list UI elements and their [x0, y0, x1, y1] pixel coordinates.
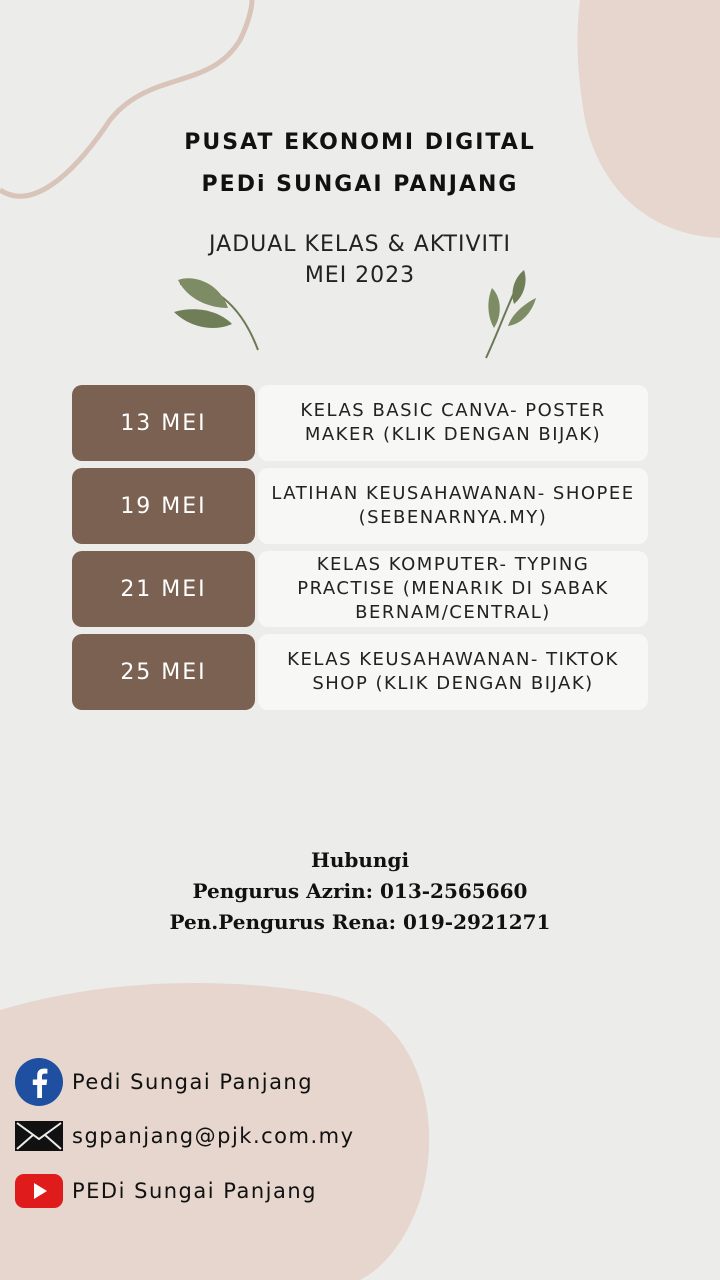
- contact-manager: Pengurus Azrin: 013-2565660: [192, 879, 528, 903]
- schedule-activity: KELAS KEUSAHAWANAN- TIKTOK SHOP (KLIK DENGAN BIJAK): [258, 634, 648, 710]
- subtitle-line-2: MEI 2023: [304, 263, 416, 288]
- title-line-2: PEDi SUNGAI PANJANG: [201, 172, 519, 197]
- schedule-row: [72, 634, 648, 710]
- schedule-date: 25 MEI: [72, 634, 255, 710]
- schedule-date: 13 MEI: [72, 385, 255, 461]
- contact-assistant: Pen.Pengurus Rena: 019-2921271: [169, 910, 551, 934]
- title-line-1: PUSAT EKONOMI DIGITAL: [184, 130, 536, 155]
- facebook-link[interactable]: [14, 1058, 313, 1106]
- schedule-row: [72, 551, 648, 627]
- schedule-row: [72, 385, 648, 461]
- facebook-icon: [14, 1058, 64, 1106]
- top-right-blob: [578, 0, 720, 238]
- top-left-curve: [0, 0, 252, 196]
- facebook-label: Pedi Sungai Panjang: [72, 1070, 314, 1094]
- schedule-activity: KELAS BASIC CANVA- POSTER MAKER (KLIK DENGAN BIJAK): [258, 385, 648, 461]
- schedule-activity: KELAS KOMPUTER- TYPING PRACTISE (MENARIK DI SABAK BERNAM/CENTRAL): [258, 551, 648, 627]
- email-label: sgpanjang@pjk.com.my: [72, 1124, 355, 1148]
- envelope-icon: [14, 1112, 64, 1160]
- schedule-row: [72, 468, 648, 544]
- schedule-date: 19 MEI: [72, 468, 255, 544]
- email-link[interactable]: [14, 1112, 355, 1160]
- youtube-link[interactable]: [14, 1167, 317, 1215]
- schedule-date: 21 MEI: [72, 551, 255, 627]
- schedule-activity: LATIHAN KEUSAHAWANAN- SHOPEE (SEBENARNYA.MY): [258, 468, 648, 544]
- youtube-label: PEDi Sungai Panjang: [72, 1179, 318, 1203]
- contact-heading: Hubungi: [310, 848, 410, 872]
- leaf-left-icon: [170, 272, 265, 354]
- youtube-icon: [14, 1167, 64, 1215]
- subtitle-line-1: JADUAL KELAS & AKTIVITI: [209, 232, 511, 257]
- leaf-right-icon: [480, 268, 540, 362]
